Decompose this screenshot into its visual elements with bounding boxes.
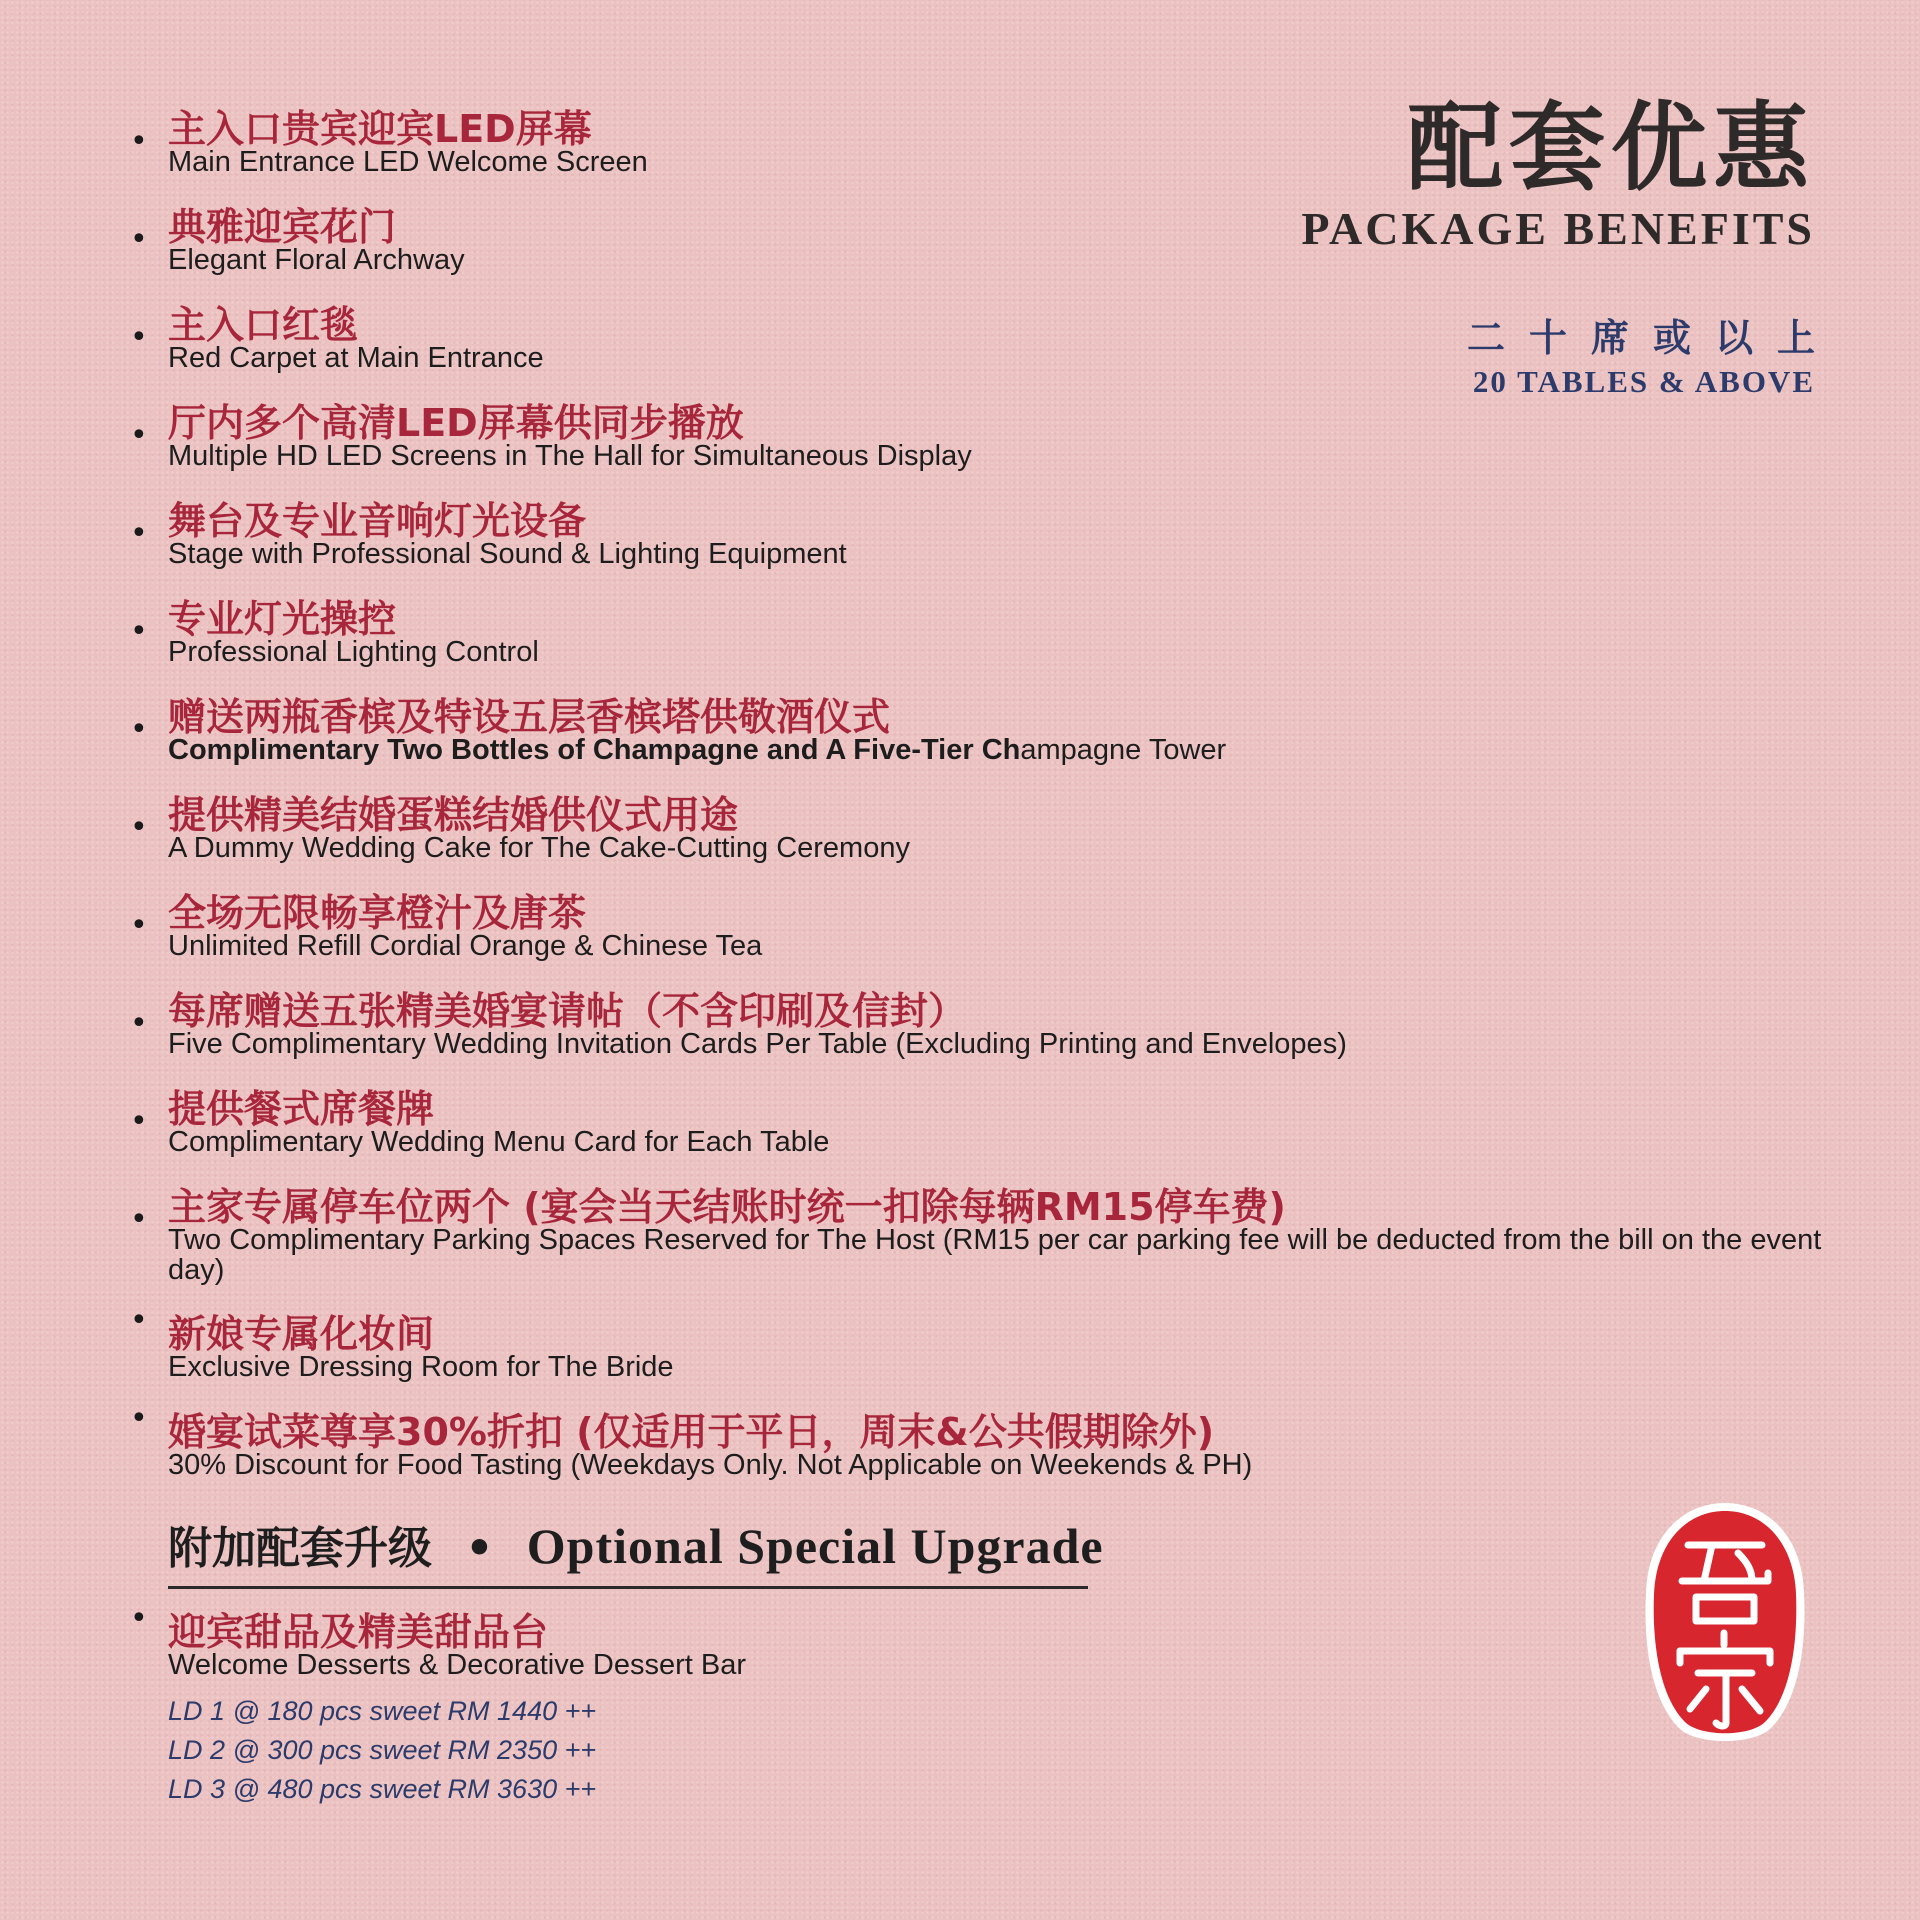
seal-logo xyxy=(1640,1497,1810,1747)
benefit-cn: 新娘专属化妆间 xyxy=(168,1312,435,1356)
upgrade-heading-cn: 附加配套升级 xyxy=(168,1523,432,1574)
bullet-icon: • xyxy=(130,124,148,159)
bullet-icon: • xyxy=(130,418,148,453)
heading-underline xyxy=(168,1586,1088,1589)
bullet-icon: • xyxy=(130,1104,148,1139)
bullet-icon: • xyxy=(130,1401,148,1436)
bullet-icon: • xyxy=(130,1601,148,1636)
price-item: LD 3 @ 480 pcs sweet RM 3630 ++ xyxy=(168,1774,597,1804)
bullet-icon: • xyxy=(130,1202,148,1237)
bullet-icon: • xyxy=(130,810,148,845)
upgrade-item-en: Welcome Desserts & Decorative Dessert Bar xyxy=(168,1649,747,1681)
benefit-en: Two Complimentary Parking Spaces Reserved for The Host (RM15 per car parking fee will be deducted from the bill on the event day) xyxy=(168,1224,1822,1286)
benefits-list xyxy=(130,107,1830,1508)
benefit-cn: 典雅迎宾花门 xyxy=(168,205,397,249)
benefit-cn: 婚宴试菜尊享30%折扣 (仅适用于平日，周末&公共假期除外) xyxy=(168,1410,1215,1454)
list-item xyxy=(130,303,1830,401)
list-item xyxy=(130,107,1830,205)
price-list xyxy=(168,1692,596,1809)
list-item xyxy=(130,1087,1830,1185)
bullet-icon: • xyxy=(130,614,148,649)
benefit-cn: 每席赠送五张精美婚宴请帖（不含印刷及信封） xyxy=(168,989,967,1033)
heading-separator: • xyxy=(465,1523,494,1574)
benefit-en-bold: Complimentary Two Bottles of Champagne and A Five-Tier Ch xyxy=(168,734,1021,766)
bullet-icon: • xyxy=(130,908,148,943)
benefit-en: Red Carpet at Main Entrance xyxy=(168,342,544,374)
page-title-en: PACKAGE BENEFITS xyxy=(1301,203,1815,254)
benefit-en: 30% Discount for Food Tasting (Weekdays Only. Not Applicable on Weekends & PH) xyxy=(168,1449,1253,1481)
price-item: LD 2 @ 300 pcs sweet RM 2350 ++ xyxy=(168,1735,597,1765)
list-item xyxy=(130,1401,1830,1508)
list-item xyxy=(130,205,1830,303)
benefit-en: Multiple HD LED Screens in The Hall for Simultaneous Display xyxy=(168,440,972,472)
benefit-en: Main Entrance LED Welcome Screen xyxy=(168,146,648,178)
bullet-icon: • xyxy=(130,712,148,747)
benefit-cn: 舞台及专业音响灯光设备 xyxy=(168,499,587,543)
benefit-cn: 提供精美结婚蛋糕结婚供仪式用途 xyxy=(168,793,739,837)
benefit-en: Unlimited Refill Cordial Orange & Chinese Tea xyxy=(168,930,763,962)
list-item xyxy=(130,793,1830,891)
benefit-cn: 厅内多个高清LED屏幕供同步播放 xyxy=(168,401,744,445)
benefit-en: Exclusive Dressing Room for The Bride xyxy=(168,1351,674,1383)
upgrade-heading xyxy=(168,1512,1104,1576)
benefit-cn: 赠送两瓶香槟及特设五层香槟塔供敬酒仪式 xyxy=(168,695,891,739)
benefit-en: Complimentary Wedding Menu Card for Each Table xyxy=(168,1126,830,1158)
benefit-en: Stage with Professional Sound & Lighting Equipment xyxy=(168,538,847,570)
benefit-cn: 提供餐式席餐牌 xyxy=(168,1087,435,1131)
benefit-cn: 主家专属停车位两个 (宴会当天结账时统一扣除每辆RM15停车费) xyxy=(168,1185,1286,1229)
bullet-icon: • xyxy=(130,222,148,257)
benefit-cn: 专业灯光操控 xyxy=(168,597,397,641)
benefit-cn: 全场无限畅享橙汁及唐茶 xyxy=(168,891,587,935)
upgrade-item-cn: 迎宾甜品及精美甜品台 xyxy=(168,1610,549,1654)
list-item xyxy=(130,597,1830,695)
benefit-cn: 主入口贵宾迎宾LED屏幕 xyxy=(168,107,592,151)
bullet-icon: • xyxy=(130,1303,148,1338)
page-title-cn: 配套优惠 xyxy=(1407,91,1815,204)
bullet-icon: • xyxy=(130,320,148,355)
list-item xyxy=(130,401,1830,499)
table-requirement-en: 20 TABLES & ABOVE xyxy=(1472,364,1815,399)
list-item xyxy=(130,695,1830,793)
benefit-cn: 主入口红毯 xyxy=(168,303,359,347)
bullet-icon: • xyxy=(130,1006,148,1041)
benefit-en xyxy=(168,735,1226,765)
benefit-en: A Dummy Wedding Cake for The Cake-Cutting Ceremony xyxy=(168,832,910,864)
table-requirement-cn: 二十席或以上 xyxy=(1466,315,1839,360)
benefit-en: Five Complimentary Wedding Invitation Cards Per Table (Excluding Printing and Envelopes) xyxy=(168,1028,1347,1060)
price-item: LD 1 @ 180 pcs sweet RM 1440 ++ xyxy=(168,1696,597,1726)
benefit-en-rest: ampagne Tower xyxy=(1020,734,1227,766)
list-item xyxy=(130,989,1830,1087)
benefit-en: Professional Lighting Control xyxy=(168,636,539,668)
upgrade-heading-en: Optional Special Upgrade xyxy=(526,1518,1104,1574)
list-item xyxy=(130,891,1830,989)
list-item xyxy=(130,1185,1830,1312)
list-item xyxy=(130,1303,1830,1410)
bullet-icon: • xyxy=(130,516,148,551)
benefit-en: Elegant Floral Archway xyxy=(168,244,465,276)
list-item xyxy=(130,499,1830,597)
